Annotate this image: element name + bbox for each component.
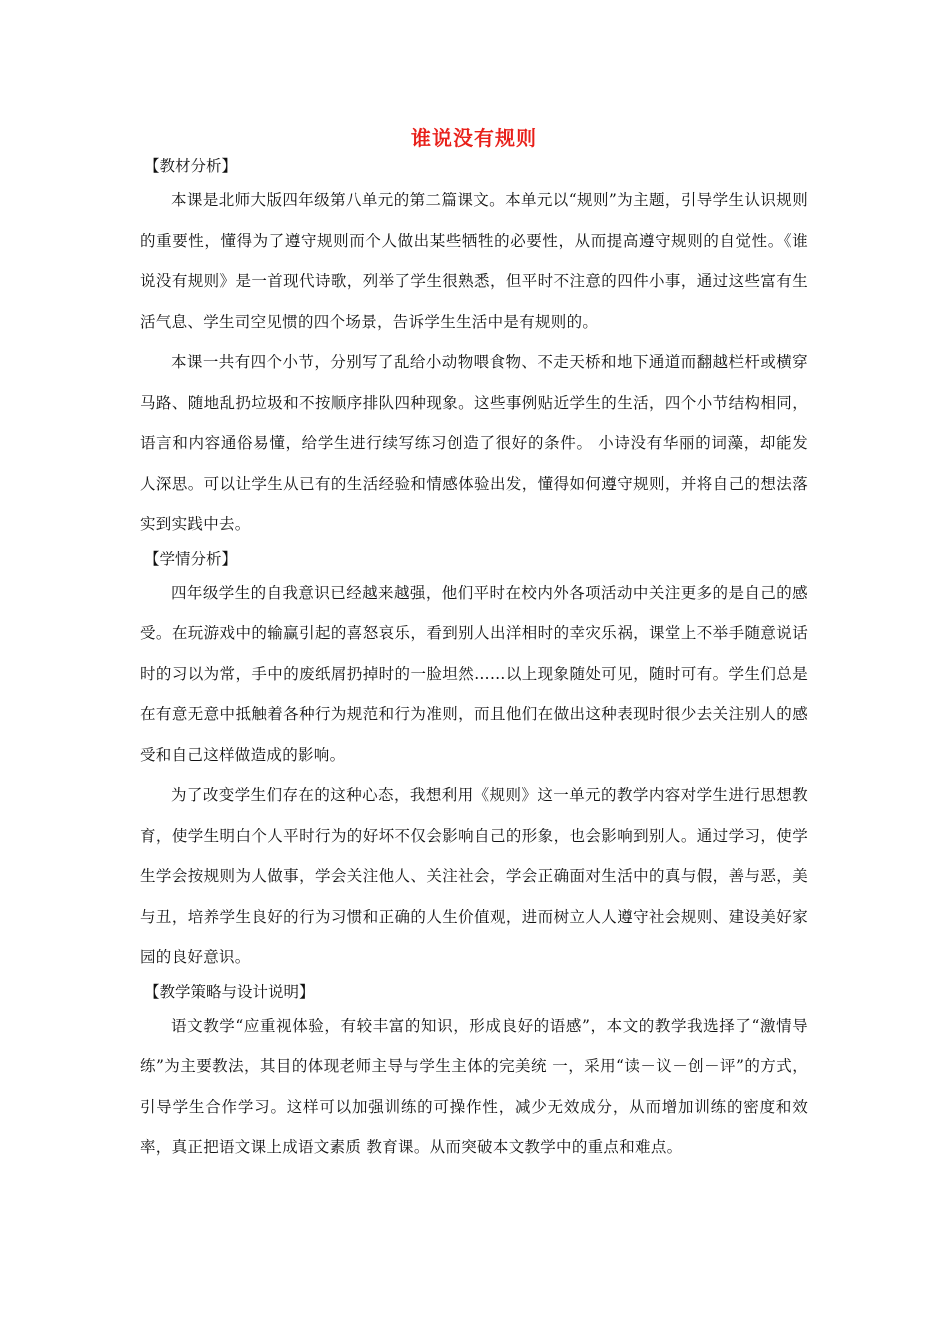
paragraph: 本课一共有四个小节，分别写了乱给小动物喂食物、不走天桥和地下通道而翻越栏杆或横穿马路、随地乱扔垃圾和不按顺序排队四种现象。这些事例贴近学生的生活，四个小节结构相同，语言和内容通俗易懂，给学生进行续写练习创造了很好的条件。 小诗没有华丽的词藻，却能发人深思。可以让学生从已有的生活经验和情感体验出发，懂得如何遵守规则，并将自己的想法落实到实践中去。: [140, 353, 808, 533]
paragraph: 语文教学“应重视体验，有较丰富的知识，形成良好的语感”，本文的教学我选择了“激情导练”为主要教法，其目的体现老师主导与学生主体的完美统 一，采用“读－议－创－评”的方式，引导学生合作学习。这样可以加强训练的可操作性，减少无效成分，从而增加训练的密度和效率，真正把语文课上成语文素质 教育课。从而突破本文教学中的重点和难点。: [140, 1016, 808, 1156]
document-title: 谁说没有规则: [411, 126, 537, 150]
paragraph: 四年级学生的自我意识已经越来越强，他们平时在校内外各项活动中关注更多的是自己的感受。在玩游戏中的输赢引起的喜怒哀乐，看到别人出洋相时的幸灾乐祸，课堂上不举手随意说话时的习以为常，手中的废纸屑扔掉时的一脸坦然……以上现象随处可见，随时可有。学生们总是在有意无意中抵触着各种行为规范和行为准则，而且他们在做出这种表现时很少去关注别人的感受和自己这样做造成的影响。: [140, 583, 808, 764]
section-student-analysis: [140, 545, 808, 978]
section-heading: 【学情分析】: [144, 549, 238, 568]
paragraph: 本课是北师大版四年级第八单元的第二篇课文。本单元以“规则”为主题，引导学生认识规则的重要性，懂得为了遵守规则而个人做出某些牺牲的必要性，从而提高遵守规则的自觉性。《谁说没有规则》是一首现代诗歌，列举了学生很熟悉，但平时不注意的四件小事，通过这些富有生活气息、学生司空见惯的四个场景，告诉学生生活中是有规则的。: [140, 191, 808, 331]
section-teaching-strategy: [140, 978, 808, 1168]
document-body: [140, 124, 808, 1168]
paragraph: 为了改变学生们存在的这种心态，我想利用《规则》这一单元的教学内容对学生进行思想教育，使学生明白个人平时行为的好坏不仅会影响自己的形象，也会影响到别人。通过学习，使学生学会按规则为人做事，学会关注他人、关注社会，学会正确面对生活中的真与假，善与恶，美与丑，培养学生良好的行为习惯和正确的人生价值观，进而树立人人遵守社会规则、建设美好家园的良好意识。: [140, 786, 808, 966]
section-heading: 【教材分析】: [144, 157, 238, 175]
section-heading: 【教学策略与设计说明】: [144, 982, 315, 1001]
section-textbook-analysis: [140, 152, 808, 545]
